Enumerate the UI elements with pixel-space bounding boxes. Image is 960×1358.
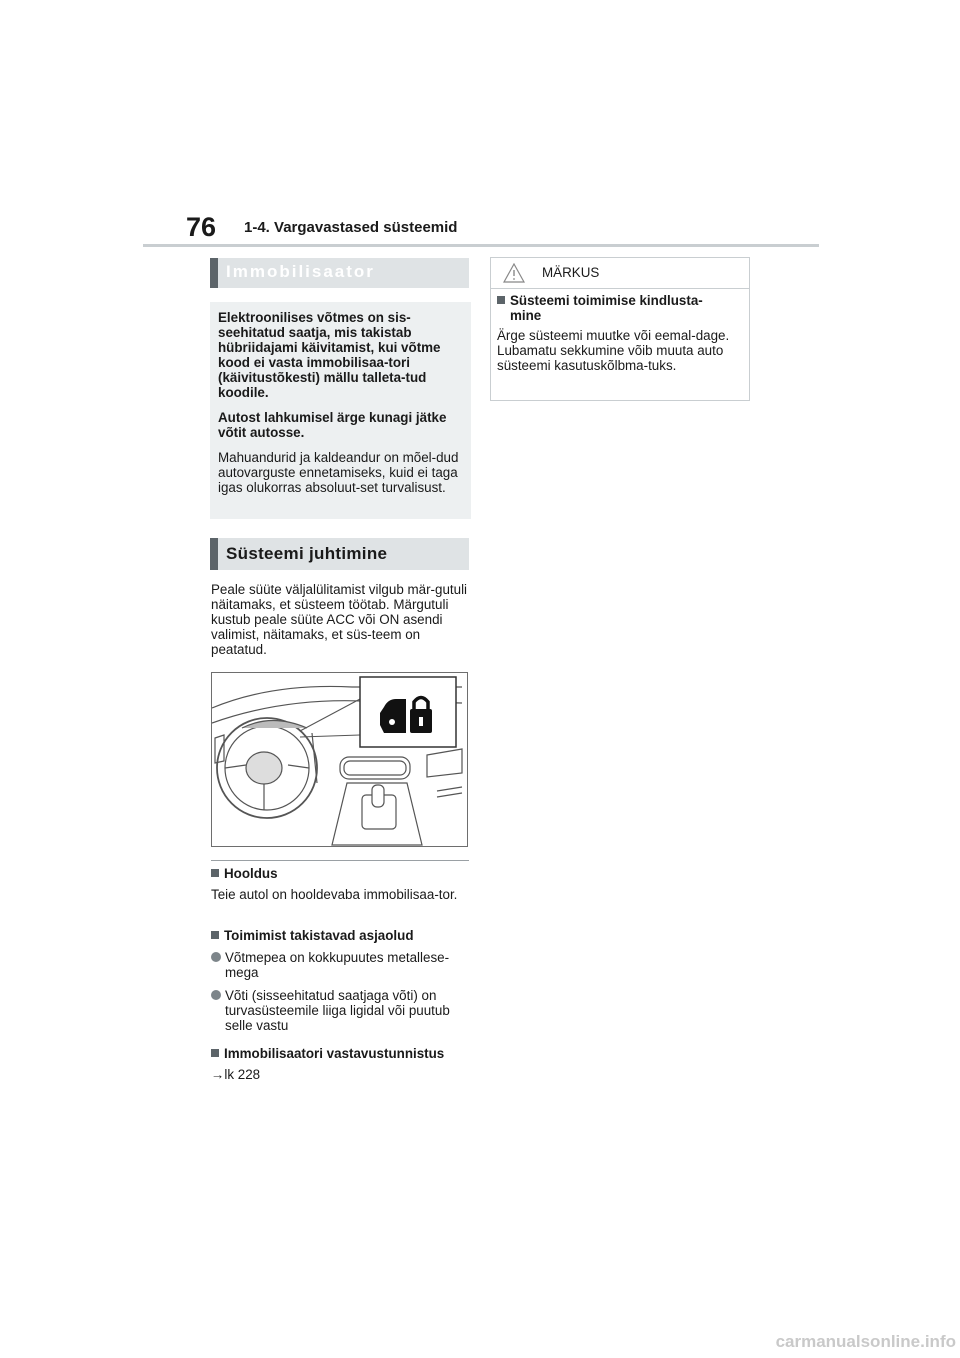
system-control-heading-text: Süsteemi juhtimine <box>226 544 388 563</box>
notice-title-text: Süsteemi toimimise kindlusta-mine <box>510 293 703 323</box>
immobilizer-heading <box>210 258 469 288</box>
compliance-ref[interactable]: →lk 228 <box>211 1067 261 1082</box>
intro-bold-2: Autost lahkumisel ärge kunagi jätke võtit autosse. <box>218 410 447 440</box>
compliance-title-text: Immobilisaatori vastavustunnistus <box>224 1046 445 1061</box>
notice-box <box>490 257 750 401</box>
dashboard-drawing <box>212 673 467 846</box>
square-bullet-icon <box>211 931 219 939</box>
obstacles-title <box>211 928 414 943</box>
obstacle-bullet-text: Võti (sisseehitatud saatjaga võti) on turvasüsteemile liiga ligidal või puutub selle vastu <box>225 988 450 1033</box>
obstacle-bullet-text: Võtmepea on kokkupuutes metallese-mega <box>225 950 450 980</box>
notice-title <box>497 293 745 323</box>
notice-header <box>491 258 749 289</box>
maintenance-title <box>211 866 278 881</box>
dashboard-illustration <box>211 672 468 847</box>
intro-text: Mahuandurid ja kaldeandur on mõel-dud autovarguste ennetamiseks, kuid ei taga igas olukorras absoluut-set turvalisust. <box>218 450 459 495</box>
obstacles-title-text: Toimimist takistavad asjaolud <box>224 928 414 943</box>
warning-triangle-icon <box>503 263 525 283</box>
notice-label: MÄRKUS <box>542 265 600 280</box>
section-divider <box>211 860 469 861</box>
compliance-title <box>211 1046 444 1061</box>
watermark-logo: carmanualsonline.info <box>775 1332 956 1351</box>
maintenance-title-text: Hooldus <box>224 866 278 881</box>
section-title: 1-4. Vargavastased süsteemid <box>244 219 458 236</box>
square-bullet-icon <box>211 1049 219 1057</box>
header-divider <box>143 244 819 247</box>
square-bullet-icon <box>497 296 505 304</box>
system-control-heading <box>210 538 469 570</box>
system-control-text: Peale süüte väljalülitamist vilgub mär-gutuli näitamaks, et süsteem töötab. Märgutuli kustub peale süüte ACC või ON asendi valimist, näitamaks, et süs-teem on peatatud. <box>211 582 468 657</box>
intro-bold-1: Elektroonilises võtmes on sis-seehitatud saatja, mis takistab hübriidajami käivitamist, kui võtme kood ei vasta immobilisaa-tori (käivitustõkesti) mällu talleta-tud koodile. <box>218 310 441 400</box>
page-number: 76 <box>186 212 217 242</box>
maintenance-text: Teie autol on hooldevaba immobilisaa-tor. <box>211 887 458 902</box>
round-bullet-icon <box>211 990 221 1000</box>
notice-text: Ärge süsteemi muutke või eemal-dage. Lubamatu sekkumine võib muuta auto süsteemi kasutuskõlbma-tuks. <box>497 328 730 373</box>
immobilizer-heading-text: Immobilisaator <box>226 262 375 281</box>
square-bullet-icon <box>211 869 219 877</box>
round-bullet-icon <box>211 952 221 962</box>
immobilizer-intro-box <box>210 302 471 519</box>
